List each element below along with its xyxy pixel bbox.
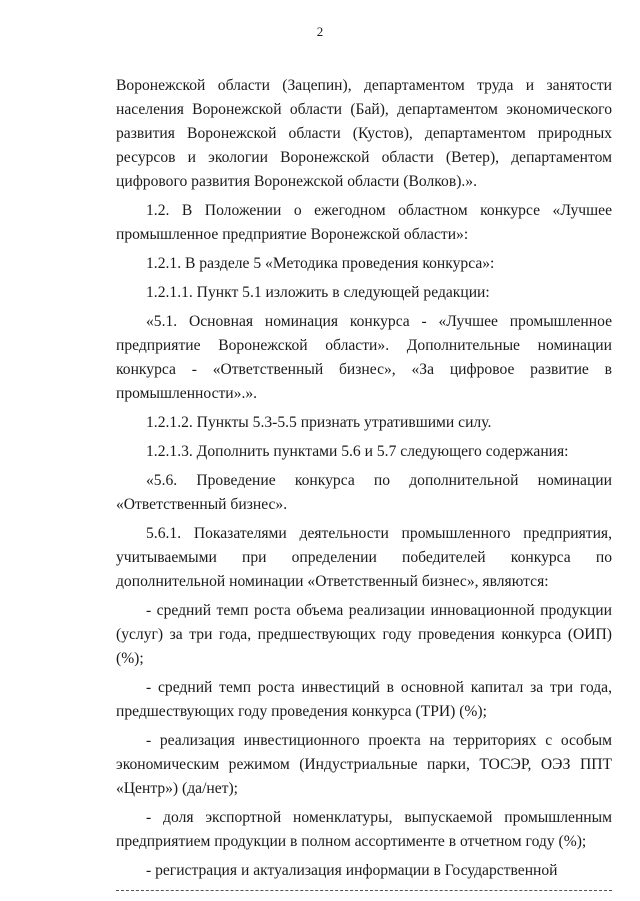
paragraph-1-2-1-2: 1.2.1.2. Пункты 5.3-5.5 признать утратившими силу.: [146, 414, 492, 431]
paragraph-continuation: Воронежской области (Зацепин), департаментом труда и занятости населения Воронежской области (Бай), департаментом экономического развития Воронежской области (Кустов), департаментом природных ресурсов и экологии Воронежской области (Ветер), департаментом цифрового развития Воронежской области (Волков).».: [116, 77, 612, 190]
page-bottom-divider: [116, 890, 612, 891]
paragraph-1-2-1: 1.2.1. В разделе 5 «Методика проведения конкурса»:: [146, 255, 495, 272]
list-item-investment: - средний темп роста инвестиций в основной капитал за три года, предшествующих году проведения конкурса (ТРИ) (%);: [116, 679, 612, 720]
list-item-innovation: - средний темп роста объема реализации инновационной продукции (услуг) за три года, предшествующих году проведения конкурса (ОИП) (%);: [116, 602, 612, 667]
paragraph-1-2: 1.2. В Положении о ежегодном областном конкурсе «Лучшее промышленное предприятие Воронежской области»:: [116, 202, 612, 243]
page-number: 2: [316, 24, 324, 39]
list-item-export: - доля экспортной номенклатуры, выпускаемой промышленным предприятием продукции в полном ассортименте в отчетном году (%);: [116, 809, 612, 850]
list-item-special-zone: - реализация инвестиционного проекта на территориях с особым экономическим режимом (Индустриальные парки, ТОСЭР, ОЭЗ ППТ «Центр») (да/нет);: [116, 732, 612, 797]
list-item-registration: - регистрация и актуализация информации в Государственной: [146, 862, 558, 879]
paragraph-5-6: «5.6. Проведение конкурса по дополнительной номинации «Ответственный бизнес».: [116, 472, 612, 513]
paragraph-1-2-1-1: 1.2.1.1. Пункт 5.1 изложить в следующей редакции:: [146, 284, 490, 301]
paragraph-5-1: «5.1. Основная номинация конкурса - «Лучшее промышленное предприятие Воронежской области». Дополнительные номинации конкурса - «Ответственный бизнес», «За цифровое развитие в промышленности».».: [116, 313, 612, 402]
paragraph-1-2-1-3: 1.2.1.3. Дополнить пунктами 5.6 и 5.7 следующего содержания:: [146, 443, 569, 460]
document-body: [116, 74, 612, 883]
paragraph-5-6-1: 5.6.1. Показателями деятельности промышленного предприятия, учитываемыми при определении победителей конкурса по дополнительной номинации «Ответственный бизнес», являются:: [116, 525, 612, 590]
